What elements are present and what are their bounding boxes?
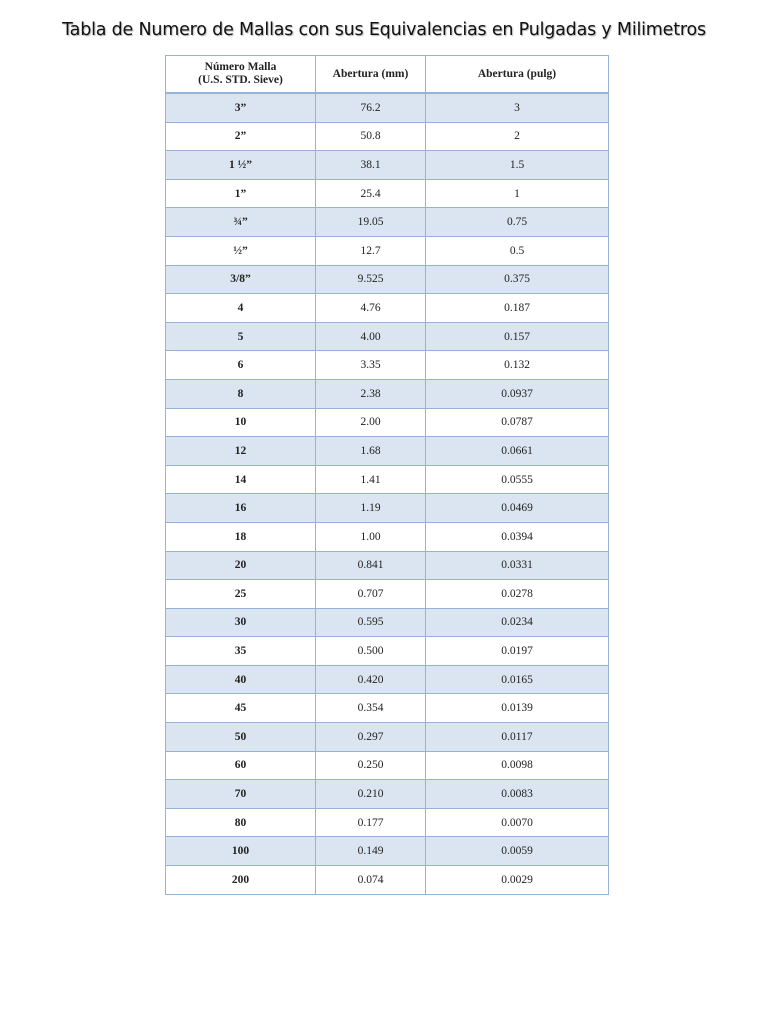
header-opening-mm: Abertura (mm) — [316, 56, 426, 94]
opening-mm-cell: 2.38 — [316, 379, 426, 408]
table-row — [166, 551, 609, 580]
opening-in-cell: 0.187 — [426, 294, 609, 323]
table-row — [166, 608, 609, 637]
mesh-number-cell: 50 — [166, 723, 316, 752]
table-row — [166, 637, 609, 666]
table-row — [166, 866, 609, 895]
opening-mm-cell: 76.2 — [316, 93, 426, 122]
mesh-number-cell: 18 — [166, 522, 316, 551]
table-row — [166, 236, 609, 265]
mesh-number-cell: 45 — [166, 694, 316, 723]
opening-in-cell: 0.0139 — [426, 694, 609, 723]
header-mesh-line1: Número Malla — [204, 61, 277, 73]
table-header-row — [166, 56, 609, 94]
mesh-number-cell: 20 — [166, 551, 316, 580]
opening-mm-cell: 0.250 — [316, 751, 426, 780]
opening-mm-cell: 4.76 — [316, 294, 426, 323]
table-row — [166, 208, 609, 237]
table-row — [166, 780, 609, 809]
mesh-number-cell: 25 — [166, 580, 316, 609]
sieve-equivalence-table — [165, 55, 609, 895]
opening-mm-cell: 1.41 — [316, 465, 426, 494]
header-opening-in: Abertura (pulg) — [426, 56, 609, 94]
opening-mm-cell: 0.707 — [316, 580, 426, 609]
opening-in-cell: 0.132 — [426, 351, 609, 380]
opening-mm-cell: 0.210 — [316, 780, 426, 809]
table-row — [166, 665, 609, 694]
table-body — [166, 93, 609, 894]
mesh-number-cell: 16 — [166, 494, 316, 523]
table-row — [166, 808, 609, 837]
mesh-number-cell: 40 — [166, 665, 316, 694]
mesh-number-cell: 2” — [166, 122, 316, 151]
mesh-number-cell: 3” — [166, 93, 316, 122]
opening-mm-cell: 4.00 — [316, 322, 426, 351]
table-row — [166, 580, 609, 609]
opening-in-cell: 0.0469 — [426, 494, 609, 523]
opening-in-cell: 0.157 — [426, 322, 609, 351]
mesh-number-cell: 4 — [166, 294, 316, 323]
opening-in-cell: 0.0197 — [426, 637, 609, 666]
opening-mm-cell: 0.149 — [316, 837, 426, 866]
opening-mm-cell: 0.500 — [316, 637, 426, 666]
opening-mm-cell: 0.841 — [316, 551, 426, 580]
mesh-number-cell: 8 — [166, 379, 316, 408]
opening-mm-cell: 38.1 — [316, 151, 426, 180]
mesh-number-cell: 60 — [166, 751, 316, 780]
page-title: Tabla de Numero de Mallas con sus Equivalencias en Pulgadas y Milimetros — [62, 20, 706, 40]
table-row — [166, 351, 609, 380]
mesh-number-cell: 1 ½” — [166, 151, 316, 180]
table-row — [166, 322, 609, 351]
mesh-number-cell: 70 — [166, 780, 316, 809]
opening-in-cell: 0.0165 — [426, 665, 609, 694]
opening-in-cell: 0.0117 — [426, 723, 609, 752]
mesh-number-cell: 14 — [166, 465, 316, 494]
mesh-number-cell: 6 — [166, 351, 316, 380]
table-row — [166, 122, 609, 151]
opening-in-cell: 0.0937 — [426, 379, 609, 408]
opening-in-cell: 0.0555 — [426, 465, 609, 494]
table-row — [166, 751, 609, 780]
opening-mm-cell: 1.19 — [316, 494, 426, 523]
table-row — [166, 723, 609, 752]
table-row — [166, 294, 609, 323]
opening-in-cell: 0.0070 — [426, 808, 609, 837]
opening-mm-cell: 9.525 — [316, 265, 426, 294]
opening-mm-cell: 0.354 — [316, 694, 426, 723]
opening-in-cell: 0.0661 — [426, 437, 609, 466]
opening-mm-cell: 19.05 — [316, 208, 426, 237]
mesh-number-cell: 10 — [166, 408, 316, 437]
opening-mm-cell: 50.8 — [316, 122, 426, 151]
opening-in-cell: 0.0331 — [426, 551, 609, 580]
table-row — [166, 265, 609, 294]
mesh-number-cell: ¾” — [166, 208, 316, 237]
mesh-number-cell: 1” — [166, 179, 316, 208]
mesh-number-cell: 3/8” — [166, 265, 316, 294]
opening-mm-cell: 1.68 — [316, 437, 426, 466]
mesh-number-cell: 200 — [166, 866, 316, 895]
table-row — [166, 837, 609, 866]
opening-mm-cell: 1.00 — [316, 522, 426, 551]
header-mesh-line2: (U.S. STD. Sieve) — [198, 74, 283, 86]
mesh-number-cell: 5 — [166, 322, 316, 351]
opening-in-cell: 1 — [426, 179, 609, 208]
table-row — [166, 494, 609, 523]
opening-in-cell: 0.0083 — [426, 780, 609, 809]
opening-in-cell: 0.0234 — [426, 608, 609, 637]
opening-in-cell: 0.0278 — [426, 580, 609, 609]
mesh-number-cell: 12 — [166, 437, 316, 466]
table-row — [166, 694, 609, 723]
table-row — [166, 151, 609, 180]
header-mesh-number — [166, 56, 316, 94]
table-row — [166, 379, 609, 408]
opening-in-cell: 0.5 — [426, 236, 609, 265]
opening-in-cell: 3 — [426, 93, 609, 122]
opening-mm-cell: 0.074 — [316, 866, 426, 895]
opening-in-cell: 0.375 — [426, 265, 609, 294]
opening-mm-cell: 0.595 — [316, 608, 426, 637]
opening-in-cell: 1.5 — [426, 151, 609, 180]
table-row — [166, 437, 609, 466]
opening-mm-cell: 25.4 — [316, 179, 426, 208]
mesh-number-cell: ½” — [166, 236, 316, 265]
mesh-number-cell: 30 — [166, 608, 316, 637]
opening-in-cell: 0.0098 — [426, 751, 609, 780]
table-row — [166, 522, 609, 551]
mesh-number-cell: 80 — [166, 808, 316, 837]
opening-mm-cell: 0.420 — [316, 665, 426, 694]
table-row — [166, 408, 609, 437]
opening-mm-cell: 12.7 — [316, 236, 426, 265]
opening-in-cell: 2 — [426, 122, 609, 151]
table-row — [166, 93, 609, 122]
mesh-number-cell: 35 — [166, 637, 316, 666]
opening-mm-cell: 0.177 — [316, 808, 426, 837]
table-row — [166, 179, 609, 208]
mesh-number-cell: 100 — [166, 837, 316, 866]
opening-in-cell: 0.0029 — [426, 866, 609, 895]
opening-mm-cell: 3.35 — [316, 351, 426, 380]
opening-in-cell: 0.0787 — [426, 408, 609, 437]
opening-mm-cell: 0.297 — [316, 723, 426, 752]
opening-in-cell: 0.0394 — [426, 522, 609, 551]
opening-in-cell: 0.0059 — [426, 837, 609, 866]
opening-in-cell: 0.75 — [426, 208, 609, 237]
table-row — [166, 465, 609, 494]
opening-mm-cell: 2.00 — [316, 408, 426, 437]
